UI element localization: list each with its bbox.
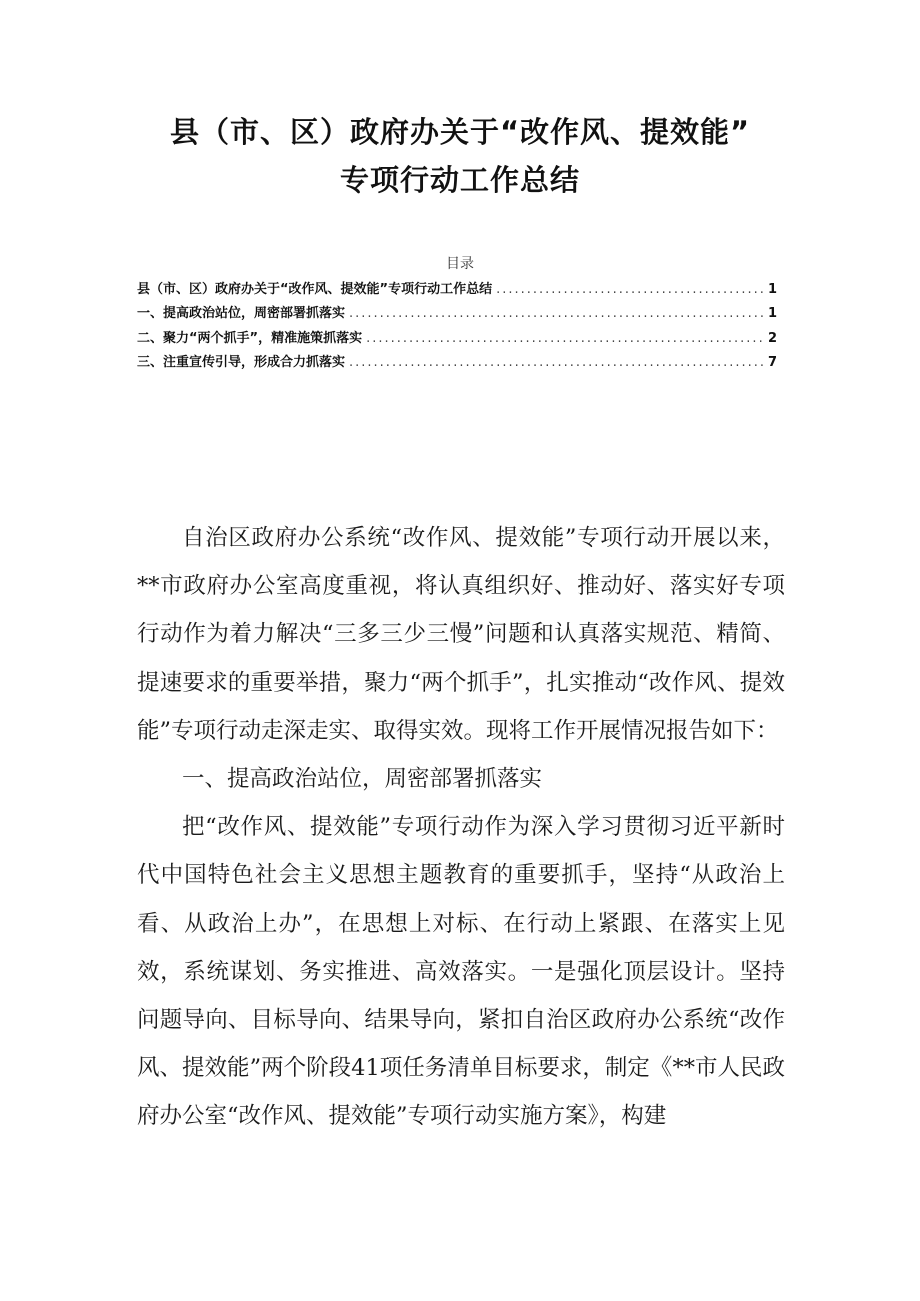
toc-dot-leader (349, 306, 763, 321)
toc-entry[interactable] (137, 302, 777, 326)
section-1-paragraph: 把“改作风、提效能”专项行动作为深入学习贯彻习近平新时代中国特色社会主义思想主题教育的重要抓手，坚持“从政治上看、从政治上办”，在思想上对标、在行动上紧跟、在落实上见效，系统谋划、务实推进、高效落实。一是强化顶层设计。坚持问题导向、目标导向、结果导向，紧扣自治区政府办公系统“改作风、提效能”两个阶段41项任务清单目标要求，制定《**市人民政府办公室“改作风、提效能”专项行动实施方案》，构建 (137, 814, 785, 1130)
toc-entry[interactable] (137, 327, 777, 351)
toc-entry-page: 1 (767, 306, 777, 322)
document-title-line-1: 县（市、区）政府办关于“改作风、提效能” (169, 115, 751, 149)
toc-dot-leader (349, 355, 763, 370)
toc-dot-leader (366, 331, 763, 346)
toc-entry-text: 一、提高政治站位，周密部署抓落实 (137, 306, 346, 322)
toc-entry-text: 三、注重宣传引导，形成合力抓落实 (137, 354, 346, 370)
table-of-contents (137, 278, 777, 375)
toc-entry-page: 2 (767, 330, 777, 346)
toc-heading: 目录 (446, 256, 474, 272)
toc-entry-text: 县（市、区）政府办关于“改作风、提效能”专项行动工作总结 (137, 282, 493, 297)
toc-entry[interactable] (137, 351, 777, 375)
toc-entry-page: 1 (767, 282, 777, 297)
section-1-heading: 一、提高政治站位，周密部署抓落实 (182, 766, 543, 793)
intro-paragraph: 自治区政府办公系统“改作风、提效能”专项行动开展以来，**市政府办公室高度重视，将认真组织好、推动好、落实好专项行动作为着力解决“三多三少三慢”问题和认真落实规范、精简、提速要求的重要举措，聚力“两个抓手”，扎实推动“改作风、提效能”专项行动走深走实、取得实效。现将工作开展情况报告如下： (137, 525, 785, 744)
toc-dot-leader (496, 282, 763, 297)
toc-entry[interactable] (137, 278, 777, 302)
toc-entry-text: 二、聚力“两个抓手”，精准施策抓落实 (137, 330, 363, 346)
toc-entry-page: 7 (767, 354, 777, 370)
document-body (137, 514, 785, 1141)
document-title-line-2: 专项行动工作总结 (339, 163, 580, 197)
